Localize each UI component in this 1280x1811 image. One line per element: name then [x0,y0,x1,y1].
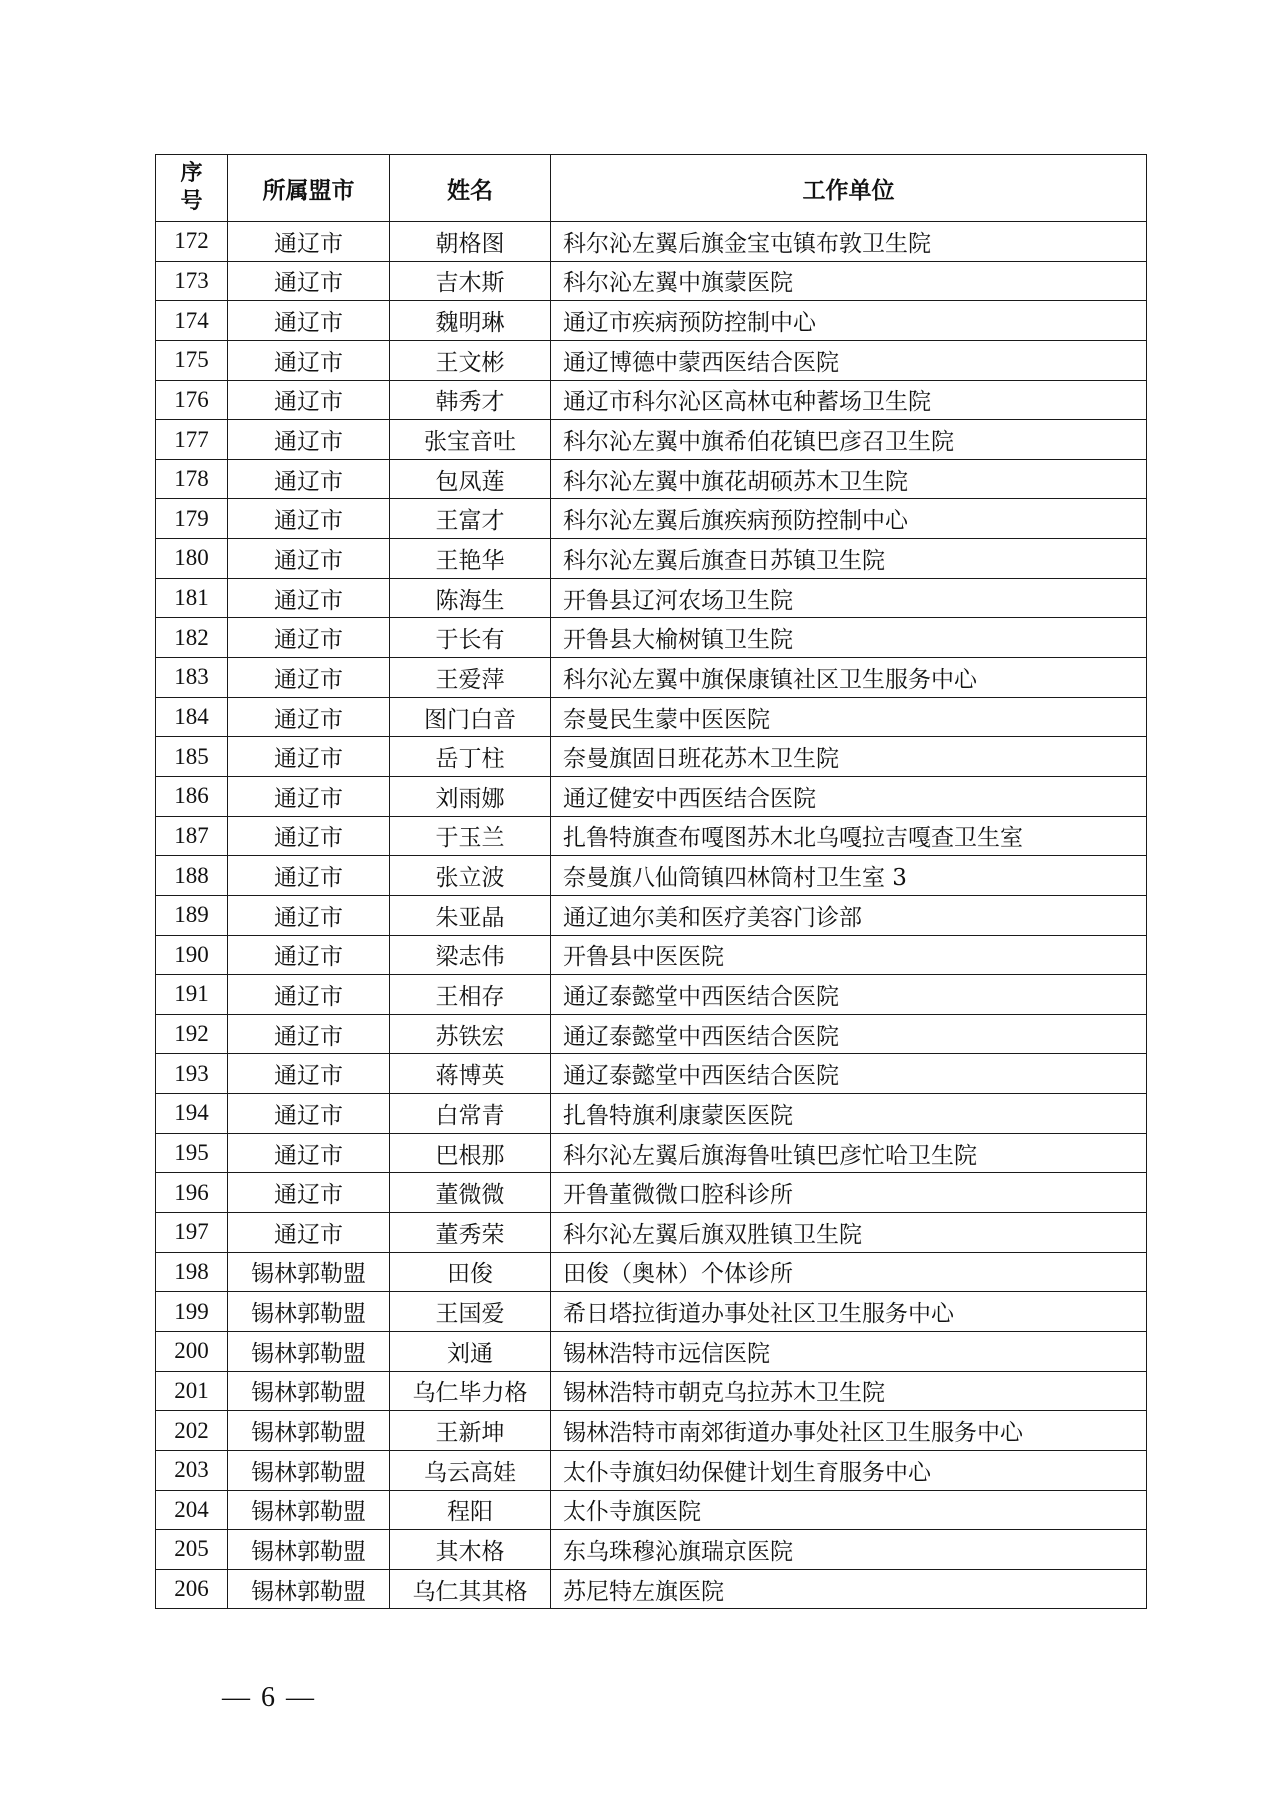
cell-unit: 通辽博德中蒙西医结合医院 [551,340,1147,380]
table-row [156,1094,1147,1134]
table-row [156,935,1147,975]
cell-unit: 太仆寺旗医院 [551,1490,1147,1530]
cell-index: 185 [156,737,228,777]
table-row [156,222,1147,262]
cell-city: 通辽市 [228,697,390,737]
cell-name: 于玉兰 [390,816,551,856]
cell-index: 172 [156,222,228,262]
cell-city: 通辽市 [228,578,390,618]
cell-unit: 通辽泰懿堂中西医结合医院 [551,975,1147,1015]
cell-city: 通辽市 [228,539,390,579]
cell-unit: 开鲁县辽河农场卫生院 [551,578,1147,618]
cell-index: 182 [156,618,228,658]
cell-index: 177 [156,420,228,460]
cell-index: 195 [156,1133,228,1173]
cell-index: 196 [156,1173,228,1213]
table-row [156,1530,1147,1570]
cell-name: 乌仁毕力格 [390,1371,551,1411]
table-row [156,737,1147,777]
cell-city: 通辽市 [228,895,390,935]
cell-unit: 通辽泰懿堂中西医结合医院 [551,1054,1147,1094]
cell-index: 191 [156,975,228,1015]
cell-city: 锡林郭勒盟 [228,1530,390,1570]
cell-unit: 科尔沁左翼中旗希伯花镇巴彦召卫生院 [551,420,1147,460]
table-row [156,1213,1147,1253]
cell-index: 203 [156,1450,228,1490]
cell-city: 通辽市 [228,618,390,658]
cell-index: 188 [156,856,228,896]
cell-name: 吉木斯 [390,261,551,301]
cell-city: 锡林郭勒盟 [228,1490,390,1530]
header-unit: 工作单位 [551,155,1147,222]
cell-index: 193 [156,1054,228,1094]
cell-name: 韩秀才 [390,380,551,420]
table-row [156,1569,1147,1609]
table-row [156,420,1147,460]
header-city: 所属盟市 [228,155,390,222]
cell-unit: 通辽市疾病预防控制中心 [551,301,1147,341]
cell-unit: 开鲁县中医医院 [551,935,1147,975]
cell-unit: 科尔沁左翼后旗海鲁吐镇巴彦忙哈卫生院 [551,1133,1147,1173]
cell-name: 苏铁宏 [390,1014,551,1054]
cell-index: 204 [156,1490,228,1530]
table-row [156,1054,1147,1094]
cell-name: 王相存 [390,975,551,1015]
cell-name: 魏明琳 [390,301,551,341]
cell-name: 董微微 [390,1173,551,1213]
cell-city: 通辽市 [228,658,390,698]
cell-city: 通辽市 [228,499,390,539]
table-row [156,1371,1147,1411]
cell-index: 199 [156,1292,228,1332]
cell-city: 锡林郭勒盟 [228,1569,390,1609]
header-name: 姓名 [390,155,551,222]
cell-index: 179 [156,499,228,539]
cell-unit: 开鲁董微微口腔科诊所 [551,1173,1147,1213]
table-row [156,776,1147,816]
table-row [156,1450,1147,1490]
cell-name: 张宝音吐 [390,420,551,460]
table-row [156,340,1147,380]
cell-unit: 奈曼旗八仙筒镇四林筒村卫生室 3 [551,856,1147,896]
table-row [156,1133,1147,1173]
cell-city: 通辽市 [228,1094,390,1134]
cell-name: 图门白音 [390,697,551,737]
cell-name: 梁志伟 [390,935,551,975]
cell-unit: 扎鲁特旗利康蒙医医院 [551,1094,1147,1134]
cell-name: 蒋博英 [390,1054,551,1094]
cell-unit: 扎鲁特旗查布嘎图苏木北乌嘎拉吉嘎查卫生室 [551,816,1147,856]
cell-name: 巴根那 [390,1133,551,1173]
cell-name: 王爱萍 [390,658,551,698]
cell-index: 189 [156,895,228,935]
cell-city: 锡林郭勒盟 [228,1252,390,1292]
cell-unit: 科尔沁左翼后旗查日苏镇卫生院 [551,539,1147,579]
cell-city: 通辽市 [228,1133,390,1173]
cell-index: 202 [156,1411,228,1451]
cell-unit: 锡林浩特市南郊街道办事处社区卫生服务中心 [551,1411,1147,1451]
cell-unit: 通辽泰懿堂中西医结合医院 [551,1014,1147,1054]
cell-name: 朝格图 [390,222,551,262]
table-row [156,539,1147,579]
cell-name: 董秀荣 [390,1213,551,1253]
table-row [156,1252,1147,1292]
cell-index: 192 [156,1014,228,1054]
cell-unit: 奈曼民生蒙中医医院 [551,697,1147,737]
cell-name: 张立波 [390,856,551,896]
table-row [156,618,1147,658]
cell-name: 程阳 [390,1490,551,1530]
table-header-row [156,155,1147,222]
table-row [156,1173,1147,1213]
table-row [156,261,1147,301]
table-body [156,222,1147,1609]
cell-name: 刘雨娜 [390,776,551,816]
cell-index: 183 [156,658,228,698]
cell-index: 181 [156,578,228,618]
cell-city: 通辽市 [228,1173,390,1213]
cell-unit: 通辽迪尔美和医疗美容门诊部 [551,895,1147,935]
table-row [156,459,1147,499]
cell-unit: 苏尼特左旗医院 [551,1569,1147,1609]
cell-index: 205 [156,1530,228,1570]
cell-index: 173 [156,261,228,301]
cell-index: 190 [156,935,228,975]
cell-unit: 田俊（奥林）个体诊所 [551,1252,1147,1292]
table-row [156,658,1147,698]
cell-name: 于长有 [390,618,551,658]
page-number: — 6 — [222,1682,316,1713]
cell-index: 198 [156,1252,228,1292]
cell-unit: 锡林浩特市远信医院 [551,1331,1147,1371]
table-row [156,1411,1147,1451]
cell-index: 186 [156,776,228,816]
cell-unit: 奈曼旗固日班花苏木卫生院 [551,737,1147,777]
table-row [156,1292,1147,1332]
cell-city: 锡林郭勒盟 [228,1450,390,1490]
cell-name: 陈海生 [390,578,551,618]
table-row [156,697,1147,737]
cell-unit: 太仆寺旗妇幼保健计划生育服务中心 [551,1450,1147,1490]
cell-city: 锡林郭勒盟 [228,1292,390,1332]
roster-table [155,154,1147,1609]
cell-name: 王富才 [390,499,551,539]
table-row [156,856,1147,896]
table-row [156,380,1147,420]
cell-city: 通辽市 [228,1014,390,1054]
cell-index: 201 [156,1371,228,1411]
cell-name: 其木格 [390,1530,551,1570]
table-row [156,1014,1147,1054]
cell-city: 锡林郭勒盟 [228,1331,390,1371]
cell-name: 王文彬 [390,340,551,380]
cell-unit: 科尔沁左翼后旗双胜镇卫生院 [551,1213,1147,1253]
cell-name: 乌仁其其格 [390,1569,551,1609]
cell-unit: 科尔沁左翼后旗金宝屯镇布敦卫生院 [551,222,1147,262]
header-index [156,155,228,222]
cell-index: 187 [156,816,228,856]
header-index-line-2: 号 [180,189,203,214]
cell-city: 通辽市 [228,459,390,499]
cell-index: 200 [156,1331,228,1371]
cell-name: 王新坤 [390,1411,551,1451]
cell-unit: 通辽健安中西医结合医院 [551,776,1147,816]
cell-name: 乌云高娃 [390,1450,551,1490]
cell-unit: 科尔沁左翼后旗疾病预防控制中心 [551,499,1147,539]
cell-name: 白常青 [390,1094,551,1134]
cell-unit: 开鲁县大榆树镇卫生院 [551,618,1147,658]
cell-index: 180 [156,539,228,579]
cell-index: 194 [156,1094,228,1134]
cell-city: 通辽市 [228,776,390,816]
cell-city: 通辽市 [228,261,390,301]
cell-name: 包凤莲 [390,459,551,499]
table-row [156,816,1147,856]
cell-city: 通辽市 [228,1054,390,1094]
cell-index: 184 [156,697,228,737]
cell-city: 通辽市 [228,737,390,777]
cell-unit: 科尔沁左翼中旗保康镇社区卫生服务中心 [551,658,1147,698]
cell-index: 178 [156,459,228,499]
table-row [156,1490,1147,1530]
cell-index: 206 [156,1569,228,1609]
table-row [156,1331,1147,1371]
cell-city: 通辽市 [228,301,390,341]
cell-city: 锡林郭勒盟 [228,1411,390,1451]
cell-name: 田俊 [390,1252,551,1292]
table-row [156,578,1147,618]
header-index-line-1: 序 [180,161,203,186]
cell-city: 通辽市 [228,222,390,262]
cell-name: 岳丁柱 [390,737,551,777]
cell-city: 通辽市 [228,856,390,896]
cell-name: 朱亚晶 [390,895,551,935]
cell-name: 刘通 [390,1331,551,1371]
cell-city: 通辽市 [228,935,390,975]
cell-unit: 锡林浩特市朝克乌拉苏木卫生院 [551,1371,1147,1411]
table-row [156,895,1147,935]
table-row [156,975,1147,1015]
cell-unit: 东乌珠穆沁旗瑞京医院 [551,1530,1147,1570]
cell-index: 176 [156,380,228,420]
cell-city: 通辽市 [228,975,390,1015]
cell-name: 王艳华 [390,539,551,579]
cell-index: 175 [156,340,228,380]
cell-index: 197 [156,1213,228,1253]
cell-index: 174 [156,301,228,341]
cell-unit: 科尔沁左翼中旗花胡硕苏木卫生院 [551,459,1147,499]
table-row [156,499,1147,539]
cell-city: 通辽市 [228,380,390,420]
cell-name: 王国爱 [390,1292,551,1332]
cell-unit: 通辽市科尔沁区高林屯种蓄场卫生院 [551,380,1147,420]
cell-city: 通辽市 [228,420,390,460]
cell-city: 通辽市 [228,340,390,380]
cell-city: 通辽市 [228,816,390,856]
cell-city: 锡林郭勒盟 [228,1371,390,1411]
cell-unit: 希日塔拉街道办事处社区卫生服务中心 [551,1292,1147,1332]
cell-city: 通辽市 [228,1213,390,1253]
table-row [156,301,1147,341]
cell-unit: 科尔沁左翼中旗蒙医院 [551,261,1147,301]
